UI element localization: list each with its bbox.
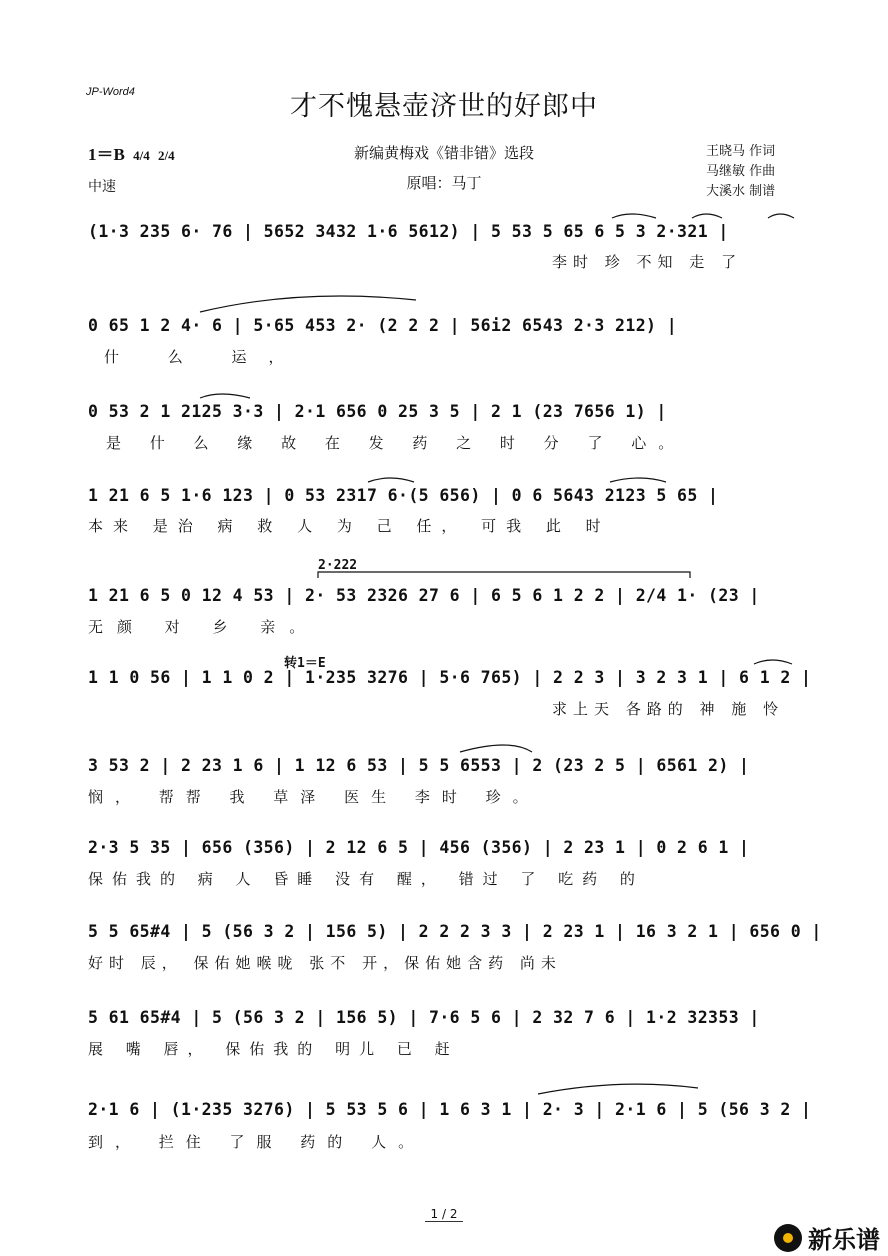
score-line-2-notes: 0 65 1 2 4· 6 | 5·65 453 2· (2 2 2 | 56i2 6543 2·3 212) | (88, 316, 678, 335)
slur-line6-a (754, 660, 792, 664)
score-line-9-lyrics: 好时 辰， 保佑她喉咙 张不 开，保佑她含药 尚未 (88, 954, 562, 972)
time-signature-1: 4/4 (133, 148, 150, 163)
credit-lyricist: 王晓马 作词 (706, 144, 776, 159)
score-line-3-notes: 0 53 2 1 2125 3·3 | 2·1 656 0 25 3 5 | 2 1 (23 7656 1) | (88, 402, 667, 421)
score-line-1-notes: (1·3 235 6· 76 | 5652 3432 1·6 5612) | 5 53 5 65 6 5 3 2·321 | (88, 222, 729, 241)
slur-line1-a (612, 214, 656, 218)
page-title: 才不愧悬壶济世的好郎中 (290, 91, 598, 122)
score-line-6-lyrics: 求上天 各路的 神 施 怜 (552, 700, 785, 718)
site-logo (774, 1220, 880, 1255)
slur-phrase-line11 (538, 1084, 698, 1094)
slur-line4-b (610, 478, 666, 482)
slur-phrase-line7 (460, 745, 532, 752)
key-label: 1＝B (88, 145, 125, 164)
vinyl-record-icon (774, 1224, 802, 1252)
time-signature-2: 2/4 (157, 148, 175, 163)
software-label: JP-Word4 (86, 86, 135, 98)
score-line-8-notes: 2·3 5 35 | 656 (356) | 2 12 6 5 | 456 (356) | 2 23 1 | 0 2 6 1 | (88, 838, 750, 857)
score-line-1-lyrics: 李时 珍 不知 走 了 (552, 253, 743, 271)
score-line-8-lyrics: 保佑我的 病 人 昏睡 没有 醒， 错过 了 吃药 的 (88, 870, 644, 888)
slur-line3-a (200, 394, 250, 398)
score-line-9-notes: 5 5 65#4 | 5 (56 3 2 | 156 5) | 2 2 2 3 3 | 2 23 1 | 16 3 2 1 | 656 0 | (88, 922, 822, 941)
subtitle: 新编黄梅戏《错非错》选段 (353, 144, 534, 162)
slur-line4-a (368, 478, 414, 482)
credit-transcriber: 大溪水 制谱 (706, 184, 776, 199)
score-line-4-lyrics: 本来 是治 病 救 人 为 己 任， 可我 此 时 (88, 517, 611, 535)
slur-phrase-line5 (318, 572, 690, 578)
score-line-7-notes: 3 53 2 | 2 23 1 6 | 1 12 6 53 | 5 5 6553 | 2 (23 2 5 | 6561 2) | (88, 756, 750, 775)
modulation-marking: 转1＝E (284, 656, 326, 671)
score-line-4-notes: 1 21 6 5 1·6 123 | 0 53 2317 6·(5 656) | 0 6 5643 2123 5 65 | (88, 486, 719, 505)
page-number-text: 1 / 2 (425, 1207, 464, 1222)
score-line-10-lyrics: 展 嘴 唇， 保佑我的 明儿 已 赶 (88, 1040, 459, 1058)
page-number (0, 1207, 888, 1222)
score-line-10-notes: 5 61 65#4 | 5 (56 3 2 | 156 5) | 7·6 5 6 | 2 32 7 6 | 1·2 32353 | (88, 1008, 760, 1027)
score-line-3-lyrics: 是 什 么 缘 故 在 发 药 之 时 分 了 心。 (106, 434, 686, 452)
logo-text: 新乐谱 (808, 1226, 880, 1254)
score-line-7-lyrics: 悯， 帮帮 我 草泽 医生 李时 珍。 (88, 788, 540, 806)
score-line-5-lyrics: 无颜 对 乡 亲。 (88, 618, 319, 636)
score-line-6-notes: 1 1 0 56 | 1 1 0 2 | 1·235 3276 | 5·6 765) | 2 2 3 | 3 2 3 1 | 6 1 2 | (88, 668, 812, 687)
slur-phrase-line2 (200, 296, 416, 312)
score-line-2-lyrics: 什 么 运， (104, 348, 306, 366)
score-line-11-lyrics: 到， 拦住 了服 药的 人。 (88, 1133, 426, 1151)
score-line-5-notes: 1 21 6 5 0 12 4 53 | 2· 53 2326 27 6 | 6 5 6 1 2 2 | 2/4 1· (23 | (88, 586, 760, 605)
original-singer: 原唱：马丁 (406, 174, 482, 192)
credit-composer: 马继敏 作曲 (706, 164, 776, 179)
slur-line1-b (692, 214, 722, 218)
slur-line1-c (768, 214, 794, 218)
tempo-marking: 中速 (88, 179, 116, 195)
ending-bracket-label: 2·222 (318, 558, 358, 573)
score-line-11-notes: 2·1 6 | (1·235 3276) | 5 53 5 6 | 1 6 3 1 | 2· 3 | 2·1 6 | 5 (56 3 2 | (88, 1100, 812, 1119)
